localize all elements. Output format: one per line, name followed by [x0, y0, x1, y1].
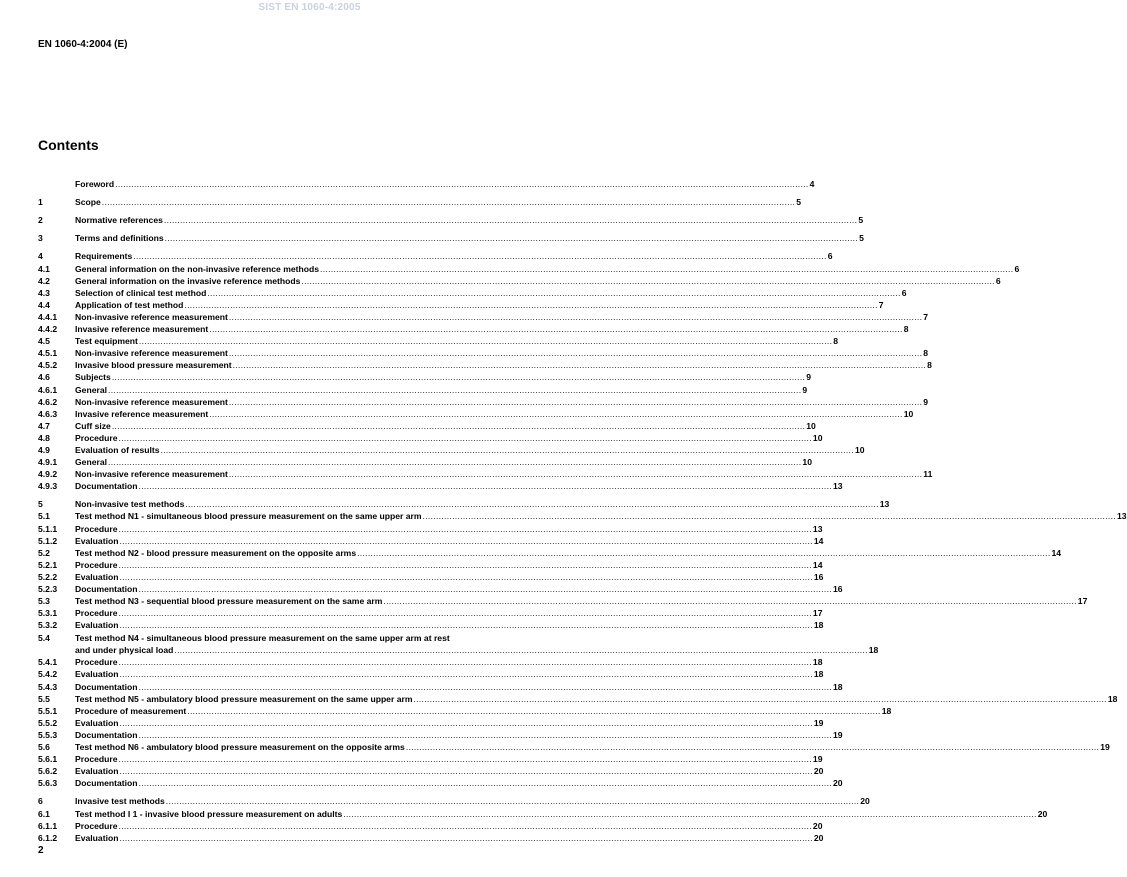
toc-leader-dots — [115, 179, 808, 189]
toc-leader-dots — [301, 276, 994, 286]
toc-entry-number: 4.1 — [38, 263, 50, 274]
toc-entry-title: Evaluation of results — [75, 444, 160, 455]
toc-entry-number: 4.9.3 — [38, 481, 58, 492]
toc-leader-dots — [233, 360, 926, 370]
toc-entry-page: 11 — [923, 469, 933, 480]
toc-entry-title: Procedure — [75, 608, 118, 619]
toc-entry-page: 14 — [812, 559, 823, 570]
toc-entry-number: 5.6.2 — [38, 766, 58, 777]
toc-entry-number: 5.6.1 — [38, 754, 58, 765]
toc-entry-title: Evaluation — [75, 832, 119, 843]
toc-entry-title: Evaluation — [75, 535, 119, 546]
toc-entry-page: 20 — [813, 832, 824, 843]
toc-entry-number: 4.6.2 — [38, 396, 58, 407]
toc-entry-title: Requirements — [75, 251, 133, 262]
toc-entry-page: 5 — [859, 233, 864, 244]
toc-entry-title: Normative references — [75, 215, 163, 226]
toc-entry-title: Test method N1 - simultaneous blood pressure measurement on the same upper arm — [75, 511, 422, 522]
toc-entry-page: 16 — [832, 584, 843, 594]
toc-leader-dots — [406, 742, 1099, 752]
toc-entry-title: Invasive reference measurement — [75, 324, 209, 335]
toc-entry[interactable] — [38, 431, 823, 443]
toc-entry-number: 4.5 — [38, 336, 50, 347]
toc-entry-number: 4.5.1 — [38, 348, 58, 359]
toc-leader-dots — [119, 620, 812, 630]
toc-entry-page: 6 — [995, 275, 1001, 286]
toc-entry[interactable] — [38, 546, 1062, 558]
toc-entry-page: 17 — [1077, 596, 1088, 607]
toc-entry[interactable] — [38, 655, 823, 668]
toc-entry[interactable] — [38, 286, 907, 298]
toc-leader-dots — [119, 718, 812, 728]
toc-entry-page: 5 — [796, 197, 801, 208]
toc-entry-title: Terms and definitions — [75, 233, 164, 244]
toc-leader-dots — [119, 821, 812, 831]
toc-entry[interactable] — [38, 419, 816, 431]
toc-entry-title: Invasive blood pressure measurement — [75, 360, 232, 371]
toc-leader-dots — [139, 584, 832, 594]
toc-entry-page: 9 — [802, 384, 808, 395]
toc-entry-number: 5.3.2 — [38, 620, 58, 631]
toc-leader-dots — [108, 385, 801, 395]
toc-entry-title: Evaluation — [75, 669, 119, 680]
toc-entry-title: General information on the invasive reference methods — [75, 275, 301, 286]
toc-entry[interactable] — [38, 195, 801, 208]
toc-entry-title: Invasive reference measurement — [75, 408, 209, 419]
toc-entry[interactable] — [38, 558, 823, 570]
toc-entry-number: 5.2.1 — [38, 559, 58, 570]
toc-entry-title: Test method N3 - sequential blood pressure measurement on the same arm — [75, 596, 383, 607]
toc-leader-dots — [229, 469, 922, 479]
toc-entry[interactable] — [38, 806, 1048, 819]
toc-entry[interactable] — [38, 570, 824, 582]
toc-leader-dots — [119, 754, 812, 764]
toc-leader-dots — [423, 511, 1116, 521]
toc-entry[interactable] — [38, 764, 824, 777]
toc-entry-page: 19 — [1100, 742, 1110, 753]
toc-entry-title: Documentation — [75, 681, 138, 692]
toc-entry-page: 18 — [812, 657, 823, 668]
toc-leader-dots — [119, 669, 812, 679]
toc-entry-title: Procedure — [75, 432, 118, 443]
toc-entry-number: 6 — [38, 796, 43, 807]
toc-entry-page: 10 — [806, 420, 816, 431]
toc-entry-number: 5.2 — [38, 547, 50, 558]
toc-entry[interactable] — [38, 534, 824, 546]
toc-entry[interactable] — [38, 382, 808, 395]
toc-leader-dots — [139, 481, 832, 491]
document-id: EN 1060-4:2004 (E) — [38, 39, 128, 50]
toc-entry-number: 4 — [38, 251, 43, 262]
toc-entry-number: 5.1 — [38, 511, 50, 522]
toc-entry-page: 6 — [1014, 263, 1020, 274]
toc-entry-title: Test method N4 - simultaneous blood pressure measurement on the same upper arm at rest — [75, 633, 450, 644]
toc-entry[interactable] — [38, 667, 824, 680]
toc-entry[interactable] — [38, 358, 932, 371]
toc-entry-page: 4 — [809, 179, 815, 190]
toc-entry-number: 5.4.1 — [38, 657, 58, 668]
toc-leader-dots — [166, 796, 859, 806]
toc-entry-page: 20 — [812, 820, 823, 831]
toc-entry-page: 10 — [903, 408, 914, 419]
toc-leader-dots — [119, 608, 812, 618]
toc-leader-dots — [207, 288, 900, 298]
toc-entry-number: 4.9.2 — [38, 469, 58, 480]
toc-entry[interactable] — [38, 298, 884, 310]
toc-entry-page: 13 — [879, 499, 890, 510]
toc-leader-dots — [139, 336, 832, 346]
toc-entry-number: 4.6.1 — [38, 384, 58, 395]
toc-entry-page: 19 — [812, 754, 823, 765]
toc-entry-title: Non-invasive test methods — [75, 499, 185, 510]
toc-entry[interactable] — [38, 249, 833, 262]
toc-entry-page: 10 — [802, 457, 812, 468]
toc-entry-number: 4.3 — [38, 287, 50, 298]
toc-entry-number: 5.3 — [38, 596, 50, 607]
toc-leader-dots — [187, 706, 880, 716]
toc-entry-title: Documentation — [75, 584, 138, 594]
toc-entry-title: Test equipment — [75, 336, 138, 347]
toc-entry-page: 19 — [832, 729, 843, 740]
toc-entry-title: Evaluation — [75, 620, 119, 631]
toc-entry[interactable] — [38, 231, 864, 244]
toc-entry-number: 5 — [38, 499, 43, 510]
toc-entry[interactable] — [38, 582, 843, 594]
toc-leader-dots — [161, 445, 854, 455]
toc-entry[interactable] — [38, 322, 909, 335]
toc-entry[interactable] — [38, 716, 824, 728]
toc-leader-dots — [174, 645, 867, 655]
toc-entry-number: 5.1.1 — [38, 523, 58, 534]
toc-entry-number: 6.1 — [38, 808, 50, 819]
toc-entry-number: 5.3.1 — [38, 608, 58, 619]
toc-leader-dots — [119, 657, 812, 667]
toc-entry-page: 18 — [868, 645, 879, 656]
toc-entry[interactable] — [38, 618, 824, 631]
toc-leader-dots — [139, 682, 832, 692]
toc-entry-number: 1 — [38, 197, 43, 208]
toc-entry[interactable] — [38, 407, 914, 419]
toc-entry-number: 4.9.1 — [38, 457, 58, 468]
toc-entry-title: Non-invasive reference measurement — [75, 469, 228, 480]
toc-entry-page: 8 — [833, 336, 839, 347]
toc-leader-dots — [383, 596, 1076, 606]
toc-entry-title: Procedure — [75, 820, 118, 831]
page-number: 2 — [38, 845, 44, 856]
toc-entry-title: Subjects — [75, 372, 111, 383]
toc-entry-number: 5.5.3 — [38, 729, 58, 740]
toc-entry-page: 6 — [827, 251, 833, 262]
toc-leader-dots — [343, 809, 1036, 819]
toc-entry-number: 5.1.2 — [38, 535, 58, 546]
toc-entry-title: Test method N2 - blood pressure measurement on the opposite arms — [75, 547, 357, 558]
watermark: SIST EN 1060-4:2005 — [258, 2, 361, 13]
toc-entry-title: Documentation — [75, 729, 138, 740]
toc-entry-page: 18 — [832, 681, 843, 692]
toc-entry[interactable] — [38, 594, 1088, 607]
toc-entry-number: 4.9 — [38, 444, 50, 455]
toc-leader-dots — [139, 730, 832, 740]
toc-entry-page: 18 — [813, 620, 824, 631]
toc-entry-number: 5.2.3 — [38, 584, 58, 594]
toc-entry[interactable] — [38, 334, 839, 347]
toc-entry-number: 4.6 — [38, 372, 50, 383]
toc-entry-number: 5.4.3 — [38, 681, 58, 692]
toc-entry-title: Test method N5 - ambulatory blood pressure measurement on the same upper arm — [75, 693, 413, 704]
toc-entry-page: 19 — [813, 717, 824, 728]
toc-leader-dots — [108, 457, 801, 467]
toc-entry[interactable] — [38, 692, 1118, 704]
toc-entry-page: 5 — [858, 215, 864, 226]
toc-entry[interactable] — [38, 310, 929, 322]
table-of-contents — [38, 177, 1127, 843]
toc-leader-dots — [164, 215, 857, 225]
toc-entry[interactable] — [38, 346, 929, 359]
toc-entry[interactable] — [38, 794, 870, 807]
toc-entry-page: 13 — [832, 481, 843, 492]
toc-entry-page: 20 — [832, 778, 843, 789]
toc-entry-number: 5.5 — [38, 693, 50, 704]
toc-entry[interactable] — [38, 370, 812, 383]
toc-entry-number: 4.6.3 — [38, 408, 58, 419]
toc-entry-page: 7 — [878, 299, 884, 310]
toc-entry-number: 3 — [38, 233, 43, 244]
toc-leader-dots — [119, 833, 812, 843]
toc-entry-title: Procedure — [75, 559, 118, 570]
toc-entry[interactable] — [38, 479, 843, 492]
toc-entry-number: 4.4 — [38, 299, 50, 310]
toc-entry-page: 7 — [923, 311, 929, 322]
toc-leader-dots — [102, 197, 795, 207]
toc-entry-page: 8 — [927, 360, 932, 371]
toc-leader-dots — [133, 251, 826, 261]
toc-entry[interactable] — [38, 509, 1127, 522]
toc-entry-number: 2 — [38, 215, 43, 226]
toc-leader-dots — [119, 560, 812, 570]
toc-entry[interactable] — [38, 455, 812, 468]
toc-entry[interactable] — [38, 831, 824, 843]
toc-entry[interactable] — [38, 679, 843, 692]
toc-entry-page: 8 — [923, 348, 929, 359]
toc-entry-page: 14 — [813, 535, 824, 546]
toc-entry-title: Evaluation — [75, 571, 119, 582]
toc-entry-number: 4.5.2 — [38, 360, 58, 371]
toc-entry[interactable] — [38, 704, 892, 716]
toc-entry-number: 5.5.2 — [38, 717, 58, 728]
toc-leader-dots — [229, 397, 922, 407]
toc-entry-number: 4.8 — [38, 432, 50, 443]
toc-entry-title-continued: and under physical load — [75, 645, 174, 656]
toc-entry[interactable] — [38, 177, 815, 190]
toc-entry[interactable] — [38, 776, 843, 789]
toc-entry-number: 5.4 — [38, 633, 50, 644]
toc-entry-page: 10 — [854, 444, 865, 455]
toc-entry-number: 4.7 — [38, 420, 50, 431]
toc-entry-title: Procedure of measurement — [75, 705, 187, 716]
toc-leader-dots — [185, 499, 878, 509]
toc-entry-number: 5.5.1 — [38, 705, 58, 716]
toc-entry-title: Selection of clinical test method — [75, 287, 207, 298]
toc-entry[interactable] — [38, 819, 823, 831]
toc-entry-title: Documentation — [75, 481, 138, 492]
toc-entry-title: Scope — [75, 197, 101, 208]
toc-entry-page: 20 — [860, 796, 870, 807]
toc-entry-page: 14 — [1051, 547, 1062, 558]
toc-leader-dots — [112, 372, 805, 382]
toc-entry[interactable] — [38, 467, 933, 480]
toc-entry-title: Invasive test methods — [75, 796, 165, 807]
toc-entry-title: Foreword — [75, 179, 115, 190]
toc-leader-dots — [229, 348, 922, 358]
toc-entry-page: 20 — [813, 766, 824, 777]
toc-entry[interactable] — [38, 497, 890, 510]
toc-entry[interactable] — [38, 443, 865, 455]
toc-entry-page: 9 — [806, 372, 812, 383]
toc-leader-dots — [413, 694, 1106, 704]
toc-entry-page: 20 — [1037, 808, 1048, 819]
toc-leader-dots — [119, 524, 812, 534]
toc-entry-title: Procedure — [75, 754, 118, 765]
toc-entry-page: 9 — [923, 396, 929, 407]
toc-entry-page: 18 — [881, 705, 892, 716]
toc-leader-dots — [184, 300, 877, 310]
toc-entry-title: Documentation — [75, 778, 138, 789]
toc-entry-page: 13 — [1116, 511, 1127, 522]
toc-leader-dots — [119, 572, 812, 582]
toc-leader-dots — [119, 766, 812, 776]
toc-leader-dots — [320, 264, 1013, 274]
toc-entry-number: 5.4.2 — [38, 669, 58, 680]
toc-entry[interactable] — [38, 274, 1001, 286]
toc-entry-page: 13 — [812, 523, 823, 534]
toc-leader-dots — [119, 536, 812, 546]
toc-leader-dots — [112, 421, 805, 431]
contents-title: Contents — [38, 137, 99, 153]
toc-leader-dots — [357, 548, 1050, 558]
toc-entry-title: Cuff size — [75, 420, 111, 431]
toc-leader-dots — [119, 433, 812, 443]
toc-entry-title: Procedure — [75, 657, 118, 668]
toc-entry-title: Application of test method — [75, 299, 184, 310]
toc-leader-dots — [209, 324, 902, 334]
toc-entry-page: 6 — [901, 287, 907, 298]
toc-entry-title: Test method I 1 - invasive blood pressure measurement on adults — [75, 808, 343, 819]
toc-entry-title: Evaluation — [75, 717, 119, 728]
toc-entry-title: General — [75, 457, 108, 468]
toc-entry-title: Non-invasive reference measurement — [75, 348, 228, 359]
toc-entry-title: General information on the non-invasive reference methods — [75, 263, 320, 274]
toc-entry-title: Non-invasive reference measurement — [75, 396, 228, 407]
toc-entry[interactable] — [38, 521, 823, 534]
toc-entry-title: General — [75, 384, 108, 395]
toc-entry-title: Test method N6 - ambulatory blood pressure measurement on the opposite arms — [75, 742, 405, 753]
toc-leader-dots — [209, 409, 902, 419]
toc-leader-dots — [139, 778, 832, 788]
toc-entry-number: 4.4.1 — [38, 311, 58, 322]
toc-entry-number: 4.4.2 — [38, 324, 58, 335]
toc-leader-dots — [165, 233, 858, 243]
toc-entry[interactable] — [38, 213, 864, 226]
toc-entry[interactable] — [38, 631, 879, 656]
toc-entry-title: Evaluation — [75, 766, 119, 777]
toc-entry-page: 18 — [1107, 693, 1118, 704]
toc-entry-number: 5.6.3 — [38, 778, 58, 789]
toc-entry-page: 8 — [903, 324, 909, 335]
toc-entry-title: Procedure — [75, 523, 118, 534]
toc-entry-page: 16 — [813, 571, 824, 582]
toc-entry[interactable] — [38, 752, 823, 765]
toc-entry-number: 6.1.2 — [38, 832, 58, 843]
toc-entry-page: 10 — [812, 432, 823, 443]
toc-entry[interactable] — [38, 728, 843, 740]
toc-entry-page: 17 — [812, 608, 823, 619]
toc-entry-number: 4.2 — [38, 275, 50, 286]
toc-entry[interactable] — [38, 261, 1020, 274]
toc-entry[interactable] — [38, 740, 1110, 753]
toc-entry[interactable] — [38, 606, 823, 619]
toc-entry-number: 6.1.1 — [38, 820, 58, 831]
toc-leader-dots — [229, 312, 922, 322]
toc-entry[interactable] — [38, 395, 929, 407]
toc-entry-number: 5.6 — [38, 742, 50, 753]
toc-entry-title: Non-invasive reference measurement — [75, 311, 228, 322]
toc-entry-page: 18 — [813, 669, 824, 680]
toc-entry-number: 5.2.2 — [38, 571, 58, 582]
